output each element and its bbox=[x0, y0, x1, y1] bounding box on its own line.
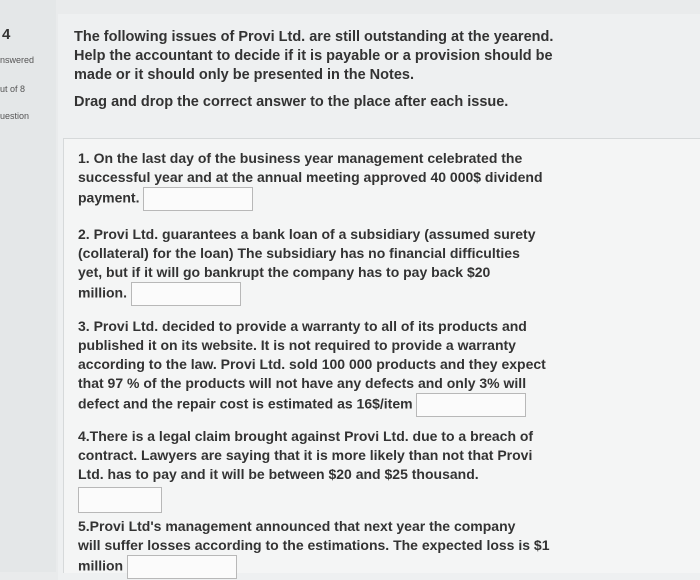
flag-question-link[interactable]: uestion bbox=[0, 111, 30, 121]
issue-text-line: contract. Lawyers are saying that it is more likely than not that Provi bbox=[78, 447, 533, 463]
drop-zone-issue-5[interactable] bbox=[127, 555, 237, 579]
issue-5 bbox=[78, 517, 608, 579]
header-line: made or it should only be presented in the Notes. bbox=[74, 67, 414, 83]
issue-text-tail: million bbox=[78, 557, 124, 574]
issue-text-line: according to the law. Provi Ltd. sold 100 000 products and they expect bbox=[78, 356, 546, 372]
issue-text-line: 3. Provi Ltd. decided to provide a warranty to all of its products and bbox=[78, 318, 527, 334]
question-number: 4 bbox=[2, 26, 11, 43]
issue-text-tail: defect and the repair cost is estimated as 16$/item bbox=[78, 395, 413, 412]
issues-panel bbox=[63, 138, 700, 573]
header-line: Help the accountant to decide if it is payable or a provision should be bbox=[74, 48, 553, 64]
question-status: nswered bbox=[0, 55, 35, 65]
issue-2 bbox=[78, 225, 608, 306]
issue-text-line: 4.There is a legal claim brought against Provi Ltd. due to a breach of bbox=[78, 428, 534, 444]
issue-1 bbox=[78, 149, 608, 211]
question-points: ut of 8 bbox=[0, 84, 26, 94]
issue-text-line: that 97 % of the products will not have any defects and only 3% will bbox=[78, 375, 527, 391]
drop-zone-issue-3[interactable] bbox=[416, 393, 526, 417]
issue-4 bbox=[78, 427, 608, 513]
issue-text-line: 2. Provi Ltd. guarantees a bank loan of a subsidiary (assumed surety bbox=[78, 226, 536, 242]
drop-zone-issue-1[interactable] bbox=[143, 187, 253, 211]
issue-text-line: 1. On the last day of the business year management celebrated the bbox=[78, 150, 523, 166]
issue-text-line: Ltd. has to pay and it will be between $20 and $25 thousand. bbox=[78, 466, 479, 482]
issue-text-line: will suffer losses according to the estimations. The expected loss is $1 bbox=[78, 537, 550, 553]
instruction-text: Drag and drop the correct answer to the place after each issue. bbox=[74, 94, 509, 110]
issue-text-line: (collateral) for the loan) The subsidiary has no financial difficulties bbox=[78, 245, 520, 261]
issue-text-tail: payment. bbox=[78, 189, 140, 206]
issue-text-line: successful year and at the annual meeting approved 40 000$ dividend bbox=[78, 169, 543, 185]
drop-zone-issue-4[interactable] bbox=[78, 487, 162, 513]
question-info-panel bbox=[0, 0, 56, 572]
question-header bbox=[74, 28, 614, 112]
issue-text-tail: million. bbox=[78, 284, 127, 301]
issue-3 bbox=[78, 317, 608, 417]
issue-text-line: 5.Provi Ltd's management announced that next year the company bbox=[78, 518, 516, 534]
header-line: The following issues of Provi Ltd. are still outstanding at the yearend. bbox=[74, 29, 554, 45]
issue-text-line: published it on its website. It is not required to provide a warranty bbox=[78, 337, 516, 353]
drop-zone-issue-2[interactable] bbox=[131, 282, 241, 306]
issue-text-line: yet, but if it will go bankrupt the company has to pay back $20 bbox=[78, 264, 491, 280]
